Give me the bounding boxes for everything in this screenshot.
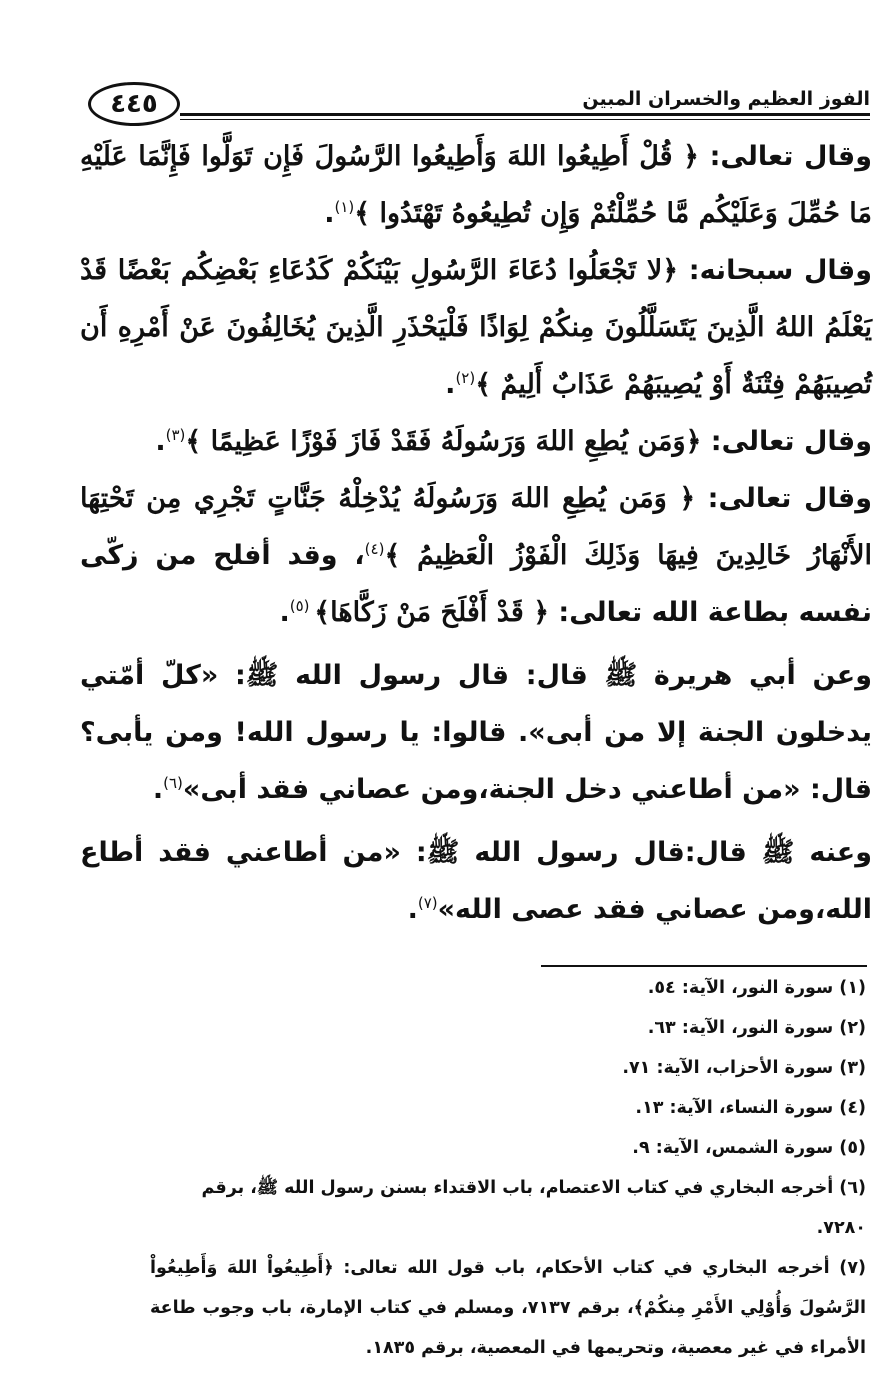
punct: . (324, 198, 335, 229)
footnote-ref: (٢) (455, 369, 476, 387)
quran-open-bracket: ﴿ (679, 483, 696, 514)
quran-verse: وَمَن يُطِعِ اللهَ وَرَسُولَهُ يُدْخِلْهُ جَنَّاتٍ تَجْرِي مِن تَحْتِهَا الأَنْهَارُ خَالِدِينَ فِيهَا وَذَلِكَ الْفَوْزُ الْعَظِيمُ (80, 483, 872, 571)
quran-verse: وَمَن يُطِعِ اللهَ وَرَسُولَهُ فَقَدْ فَازَ فَوْزًا عَظِيمًا (201, 426, 686, 457)
paragraph-4 (80, 470, 872, 641)
quran-close-bracket: ﴾ (384, 540, 401, 571)
paragraph-6 (80, 824, 872, 938)
footnote-1: (١) سورة النور، الآية: ٥٤. (647, 978, 866, 998)
commentary-text: ، وقد أفلح من زكّى نفسه بطاعة الله تعالى: (80, 540, 872, 628)
intro-text: وقال سبحانه: (678, 255, 872, 286)
quran-close-bracket: ﴾ (354, 198, 371, 229)
footnote-5: (٥) سورة الشمس، الآية: ٩. (632, 1138, 866, 1158)
quran-verse: قَدْ أَفْلَحَ مَنْ زَكَّاهَا (330, 597, 534, 628)
page-number: ٤٤٥ (88, 82, 180, 126)
punct: . (152, 774, 164, 805)
footnote-separator (541, 965, 867, 967)
footnote-6: (٦) أخرجه البخاري في كتاب الاعتصام، باب الاقتداء بسنن رسول الله ﷺ، برقم ٧٢٨٠. (201, 1178, 866, 1238)
quran-verse: قُلْ أَطِيعُوا اللهَ وَأَطِيعُوا الرَّسُولَ فَإِن تَوَلَّوا فَإِنَّمَا عَلَيْهِ مَا حُمِّلَ وَعَلَيْكُم مَّا حُمِّلْتُمْ وَإِن تُطِيعُوهُ تَهْتَدُوا (80, 141, 872, 229)
header-rule-thick (180, 113, 870, 116)
quran-open-bracket: ﴿ (685, 426, 702, 457)
footnotes (150, 968, 866, 1368)
footnote-ref: (١) (334, 198, 355, 216)
quran-close-bracket: ﴾ (475, 369, 492, 400)
footnote-ref: (٦) (163, 774, 183, 792)
quran-verse: لا تَجْعَلُوا دُعَاءَ الرَّسُولِ بَيْنَكُمْ كَدُعَاءِ بَعْضِكُم بَعْضًا قَدْ يَعْلَمُ اللهُ الَّذِينَ يَتَسَلَّلُونَ مِنكُمْ لِوَاذًا فَلْيَحْذَرِ الَّذِينَ يُخَالِفُونَ عَنْ أَمْرِهِ أَن تُصِيبَهُمْ فِتْنَةٌ أَوْ يُصِيبَهُمْ عَذَابٌ أَلِيمٌ (80, 255, 872, 400)
running-title: الفوز العظيم والخسران المبين (582, 88, 870, 110)
footnote-3: (٣) سورة الأحزاب، الآية: ٧١. (622, 1058, 866, 1078)
footnote-ref: (٥) (289, 597, 315, 615)
main-text (80, 128, 872, 938)
footnote-4: (٤) سورة النساء، الآية: ١٣. (635, 1098, 866, 1118)
punct: . (279, 597, 290, 628)
footnote-ref: (٤) (364, 540, 385, 558)
page-header (80, 70, 870, 128)
punct: . (155, 426, 166, 457)
paragraph-3 (80, 413, 872, 470)
footnote-7: (٧) أخرجه البخاري في كتاب الأحكام، باب قول الله تعالى: ﴿أَطِيعُواْ اللهَ وَأَطِيعُواْ الرَّسُولَ وَأُوْلِي الأَمْرِ مِنكُمْ﴾، برقم ٧١٣٧، ومسلم في كتاب الإمارة، باب وجوب طاعة الأمراء في غير معصية، وتحريمها في المعصية، برقم ١٨٣٥. (150, 1258, 866, 1358)
quran-open-bracket: ﴿ (683, 141, 699, 172)
punct: . (407, 894, 418, 925)
quran-close-bracket: ﴾ (314, 597, 331, 628)
header-rule-thin (180, 119, 870, 120)
hadith-text: وعنه ﷺ قال:قال رسول الله ﷺ: «من أطاعني فقد أطاع الله،ومن عصاني فقد عصى الله» (80, 837, 872, 925)
quran-open-bracket: ﴿ (662, 255, 679, 286)
quran-close-bracket: ﴾ (185, 426, 202, 457)
paragraph-2 (80, 242, 872, 413)
paragraph-5 (80, 647, 872, 818)
paragraph-1 (80, 128, 872, 242)
intro-text: وقال تعالى: (695, 483, 872, 514)
punct: . (445, 369, 456, 400)
quran-open-bracket: ﴿ (533, 597, 550, 628)
footnote-ref: (٧) (417, 894, 438, 912)
footnote-ref: (٣) (165, 426, 186, 444)
intro-text: وقال تعالى: (699, 141, 872, 172)
hadith-text: وعن أبي هريرة ﷺ قال: قال رسول الله ﷺ: «كلّ أمّتي يدخلون الجنة إلا من أبى». قالوا: يا رسول الله! ومن يأبى؟ قال: «من أطاعني دخل الجنة،ومن عصاني فقد أبى» (80, 660, 872, 805)
footnote-2: (٢) سورة النور، الآية: ٦٣. (647, 1018, 866, 1038)
intro-text: وقال تعالى: (701, 426, 872, 457)
